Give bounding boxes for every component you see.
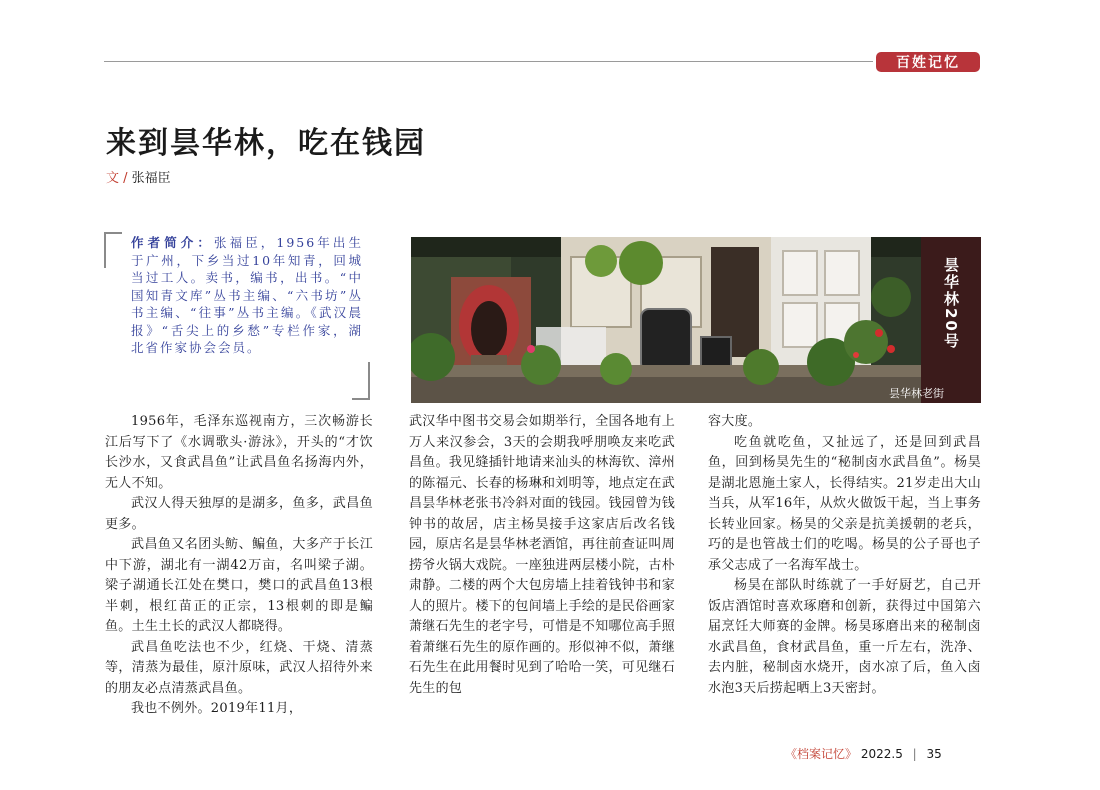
photo-sign-text: 昙华林20号 [942, 257, 960, 350]
article-column-2 [409, 412, 675, 699]
article-column-1 [105, 412, 373, 720]
author-name: 张福臣 [131, 171, 171, 186]
paragraph: 武昌鱼吃法也不少，红烧、干烧、清蒸等，清蒸为最佳，原汁原味，武汉人招待外来的朋友必点清蒸武昌鱼。 [105, 639, 373, 696]
page-footer [785, 745, 942, 762]
footer-separator: | [912, 747, 917, 761]
section-label: 百姓记忆 [876, 52, 980, 72]
article-column-3 [708, 412, 981, 699]
author-bio [131, 234, 363, 357]
paragraph: 武汉华中图书交易会如期举行，全国各地有上万人来汉参会，3天的会期我呼朋唤友来吃武昌鱼。我见缝插针地请来汕头的林海钦、漳州的陈福元、长春的杨琳和刘明等，地点定在武昌昙华林老张书冷斜对面的钱园。钱园曾为钱钟书的故居，店主杨昊接手这家店后改名钱园，原店名是昙华林老酒馆，再往前查证叫周捞爷火锅大戏院。一座独进两层楼小院，古朴肃静。二楼的两个大包房墙上挂着钱钟书和家人的照片。楼下的包间墙上手绘的是民俗画家萧继石先生的老字号，可惜是不知哪位高手照着萧继石先生的原作画的。形似神不似，萧继石先生在此用餐时见到了哈哈一笑，可见继石先生的包 [409, 414, 676, 696]
paragraph: 吃鱼就吃鱼，又扯远了，还是回到武昌鱼，回到杨昊先生的“秘制卤水武昌鱼”。杨昊是湖北恩施土家人，长得结实。21岁走出大山当兵，从军16年，从炊火做饭干起，当上事务长转业回家。杨昊的父亲是抗美援朝的老兵，巧的是也管战士们的吃喝。杨昊的公子哥也子承父志成了一名海军战士。 [708, 434, 981, 573]
paragraph: 容大度。 [708, 414, 762, 429]
paragraph: 1956年，毛泽东巡视南方，三次畅游长江后写下了《水调歌头·游泳》，开头的“才饮长沙水，又食武昌鱼”让武昌鱼名扬海内外，无人不知。 [105, 414, 373, 491]
byline [106, 167, 171, 186]
page-number: 35 [926, 747, 942, 761]
issue-number: 2022.5 [860, 747, 903, 761]
paragraph: 武昌鱼又名团头鲂、鳊鱼，大多产于长江中下游，湖北有一湖42万亩，名叫梁子湖。梁子湖通长江处在樊口，樊口的武昌鱼13根半刺，根红苗正的正宗，13根刺的即是鳊鱼。土生土长的武汉人都晓得。 [105, 537, 373, 634]
paragraph: 杨昊在部队时练就了一手好厨艺，自己开饭店酒馆时喜欢琢磨和创新，获得过中国第六届烹饪大师赛的金牌。杨昊琢磨出来的秘制卤水武昌鱼，食材武昌鱼，重一斤左右，洗净、去内脏，秘制卤水烧开，卤水凉了后，鱼入卤水泡3天后捞起晒上3天密封。 [708, 578, 981, 696]
bio-bracket [104, 232, 106, 268]
paragraph: 武汉人得天独厚的是湖多，鱼多，武昌鱼更多。 [105, 496, 373, 532]
bio-text: 张福臣，1956年出生于广州，下乡当过10年知青，回城当过工人。卖书，编书，出书。“中国知青文库”丛书主编、“六书坊”丛书主编、“往事”丛书主编。《武汉晨报》“舌尖上的乡愁”专栏作家，湖北省作家协会会员。 [131, 235, 363, 355]
byline-prefix: 文 / [106, 171, 132, 186]
article-title: 来到昙华林，吃在钱园 [106, 126, 426, 161]
paragraph: 我也不例外。2019年11月， [131, 701, 303, 716]
bio-bracket [104, 232, 122, 234]
magazine-name: 《档案记忆》 [785, 747, 858, 761]
bio-bracket [368, 362, 370, 400]
photo-watermark: 昙华林老街 [889, 387, 944, 400]
article-photo [411, 237, 981, 403]
header-rule [104, 61, 873, 62]
bio-label: 作者简介： [131, 235, 214, 250]
